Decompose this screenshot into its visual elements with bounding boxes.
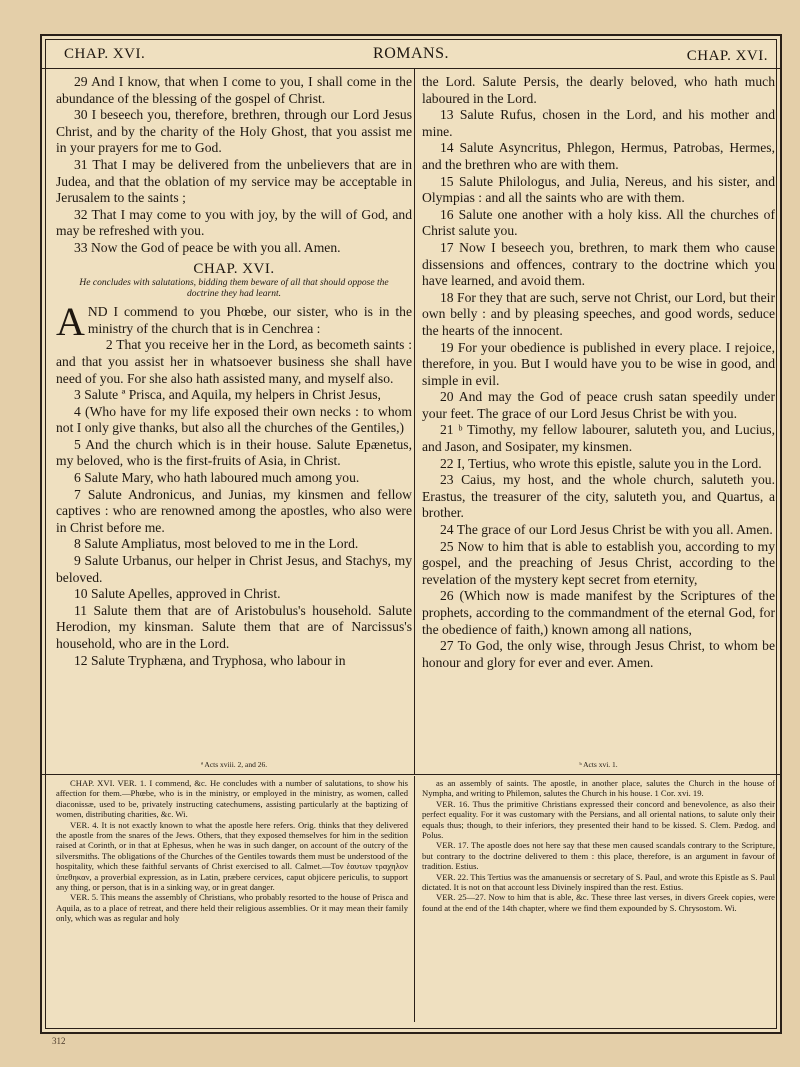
verses-chapter-xvi-right [422, 74, 775, 671]
verse: 33 Now the God of peace be with you all. Amen. [74, 239, 341, 255]
verse: 29 And I know, that when I come to you, I shall come in the abundance of the blessing of the gospel of Christ. [56, 74, 412, 106]
first-verse [56, 299, 412, 345]
header-chapter-left: CHAP. XVI. [64, 46, 146, 62]
verse: 32 That I may come to you with joy, by the will of God, and may be refreshed with you. [56, 206, 412, 239]
verse: 17 Now I beseech you, brethren, to mark them who cause dissensions and offences, contrary to the doctrine which you have learned, and avoid them. [422, 239, 775, 289]
cross-reference-right: ᵇ Acts xvi. 1. [579, 760, 618, 769]
chapter-title: CHAP. XVI. [193, 260, 275, 277]
commentary-left [56, 778, 408, 924]
verse: 5 And the church which is in their house. Salute Epænetus, my beloved, who is the first-fruits of Asia, in Christ. [56, 436, 412, 469]
verse: 2 That you receive her in the Lord, as becometh saints : and that you assist her in whatsoever business she shall have need of you. For she also hath assisted many, and myself also. [56, 337, 412, 386]
notes-divider [414, 776, 415, 1022]
verse: 9 Salute Urbanus, our helper in Christ Jesus, and Stachys, my beloved. [56, 553, 412, 585]
verse: 7 Salute Andronicus, and Junias, my kinsmen and fellow captives : who are renowned among the apostles, who also were in Christ before me. [56, 486, 412, 535]
verse: the Lord. Salute Persis, the dearly beloved, who hath much laboured in the Lord. [422, 74, 775, 106]
verse: 16 Salute one another with a holy kiss. All the churches of Christ salute you. [422, 206, 775, 239]
verses-chapter-xvi-left [56, 337, 412, 669]
verse: 30 I beseech you, therefore, brethren, through our Lord Jesus Christ, and by the charity of the Holy Ghost, that you assist me in your prayers for me to God. [56, 107, 412, 156]
commentary-note: VER. 4. It is not exactly known to what the apostle here refers. Orig. thinks that they delivered the apostle from the snares of the Jews. Others, that they exposed themselves for him in the sedition raised at Corinth, or in that at Ephesus, when he was in such danger, on account of the outcry of the silversmiths. The obligations of the Churches of the Gentiles towards them must be understood of the hospitality, which these faithful servants of Christ exercised to all. Calmet.—Τον ἑαυτων τραχηλον ὑπεθηκαν, a proverbial expression, as in Latin, præbere cervices, caput objicere periculis, to support any thing, or person, that is in a sinking way, or in great danger. [56, 819, 408, 893]
page-frame [40, 34, 782, 1034]
verses-chapter-xv [56, 74, 412, 257]
running-header [52, 44, 770, 66]
commentary-note: VER. 25—27. Now to him that is able, &c. These three last verses, in divers Greek copies, were found at the end of the 14th chapter, where we find them expounded by S. Chrysostom. Wi. [422, 892, 775, 913]
cross-reference-left: ª Acts xviii. 2, and 26. [200, 760, 268, 769]
verse: 31 That I may be delivered from the unbelievers that are in Judea, and that the oblation of my service may be acceptable in Jerusalem to the saints ; [56, 156, 412, 206]
verse: 20 And may the God of peace crush satan speedily under your feet. The grace of our Lord Jesus Christ be with you. [422, 389, 775, 421]
commentary-note: VER. 17. The apostle does not here say that these men caused scandals contrary to the Scripture, but contrary to the doctrine delivered to them : this place, therefore, is an argument in favour of tradition. Estius. [422, 840, 775, 872]
notes-rule [42, 774, 780, 775]
verse: 19 For your obedience is published in every place. I rejoice, therefore, in you. But I would have you to be wise in good, and simple in evil. [422, 339, 775, 388]
commentary-note: VER. 5. This means the assembly of Christians, who probably resorted to the house of Prisca and Aquila, as to a place of retreat, and there held their religious assemblies. Or it may mean their family only, which was as regular and holy [56, 892, 408, 924]
header-rule [42, 68, 780, 69]
column-divider [414, 69, 415, 775]
verse: 26 (Which now is made manifest by the Scriptures of the prophets, according to the commandment of the eternal God, for the obedience of faith,) known among all nations, [422, 588, 775, 637]
verse: 27 To God, the only wise, through Jesus Christ, to whom be honour and glory for ever and ever. Amen. [422, 638, 775, 670]
verse: 18 For they that are such, serve not Christ, our Lord, but their own belly : and by pleasing speeches, and good words, seduce the hearts of the innocent. [422, 289, 775, 338]
right-column [422, 74, 775, 671]
verse: 8 Salute Ampliatus, most beloved to me in the Lord. [74, 536, 359, 552]
verse: 21 ᵇ Timothy, my fellow labourer, saluteth you, and Lucius, and Jason, and Sosipater, my kinsmen. [422, 422, 775, 455]
page-number: 312 [52, 1036, 66, 1046]
verse: 14 Salute Asyncritus, Phlegon, Hermus, Patrobas, Hermes, and the brethren who are with them. [422, 140, 775, 172]
verse: 3 Salute ª Prisca, and Aquila, my helpers in Christ Jesus, [74, 387, 381, 403]
commentary-note: VER. 22. This Tertius was the amanuensis or secretary of S. Paul, and wrote this Epistle as S. Paul dictated. It is not on that account less Divinely inspired than the rest. Estius. [422, 871, 775, 893]
header-book-title: ROMANS. [373, 45, 449, 62]
verse: 10 Salute Apelles, approved in Christ. [74, 586, 281, 602]
commentary-right [422, 778, 775, 913]
chapter-summary: He concludes with salutations, bidding them beware of all that should oppose the doctrine they had learnt. [79, 278, 389, 300]
verse: 13 Salute Rufus, chosen in the Lord, and his mother and mine. [422, 107, 775, 139]
verse: 11 Salute them that are of Aristobulus's household. Salute Herodion, my kinsman. Salute them that are of Narcissus's household, who are in the Lord. [56, 602, 412, 651]
commentary-note: VER. 16. Thus the primitive Christians expressed their concord and benevolence, as also their perfect equality. For it was customary with the Persians, and all oriental nations, to salute only their equals thus; though, to their inferiors, they presented their hand to be kissed. S. Clem. Pædog. and Polus. [422, 798, 775, 841]
verse: 22 I, Tertius, who wrote this epistle, salute you in the Lord. [440, 455, 762, 471]
left-column [56, 74, 412, 669]
verse: 25 Now to him that is able to establish you, according to my gospel, and the preaching of Jesus Christ, according to the revelation of the mystery kept secret from eternity, [422, 538, 775, 587]
verse: 12 Salute Tryphæna, and Tryphosa, who labour in [74, 652, 346, 668]
verse: 15 Salute Philologus, and Julia, Nereus, and his sister, and Olympias : and all the saints who are with them. [422, 173, 775, 206]
verse: 4 (Who have for my life exposed their own necks : to whom not I only give thanks, but also all the churches of the Gentiles,) [56, 403, 412, 436]
first-verse-text: ND I commend to you Phœbe, our sister, who is in the ministry of the church that is in Cenchrea : [87, 304, 412, 336]
header-chapter-right: CHAP. XVI. [686, 48, 768, 64]
drop-cap: A [56, 299, 85, 345]
verse: 6 Salute Mary, who hath laboured much among you. [74, 470, 360, 486]
verse: 23 Caius, my host, and the whole church, saluteth you. Erastus, the treasurer of the city, saluteth you, and Quartus, a brother. [422, 472, 775, 521]
verse: 24 The grace of our Lord Jesus Christ be with you all. Amen. [440, 522, 773, 538]
commentary-note: CHAP. XVI. VER. 1. I commend, &c. He concludes with a number of salutations, to show his affection for them.—Phœbe, who is in the ministry, or employed in the ministry, as women, called diaconissæ, used to be, privately instructing catechumens, assisting particularly at the baptizing of women, distributing charities, &c. Wi. [56, 778, 408, 820]
commentary-note: as an assembly of saints. The apostle, in another place, salutes the Church in the house of Nympha, and writing to Philemon, salutes the Church in his house. 1 Cor. xvi. 19. [422, 778, 775, 799]
